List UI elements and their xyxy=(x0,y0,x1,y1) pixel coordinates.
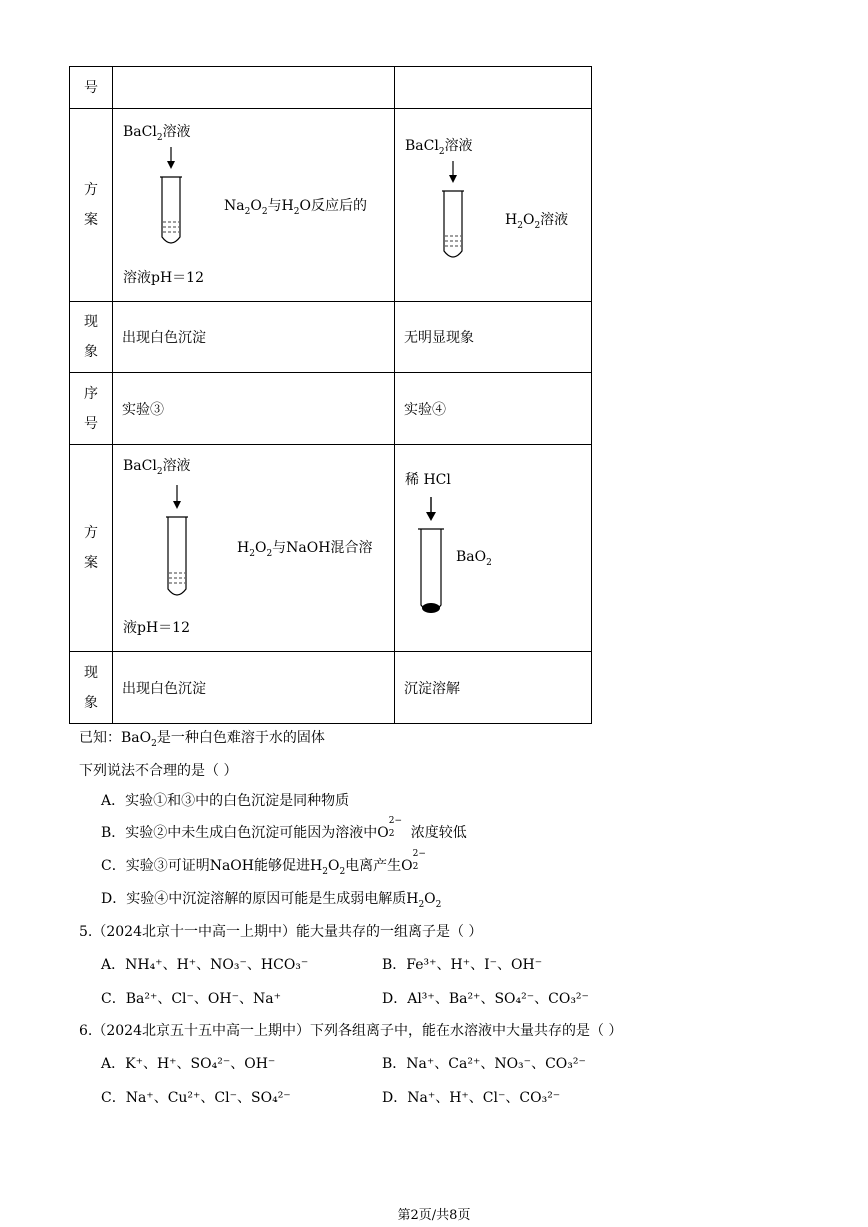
row-label-text: 方案 xyxy=(84,525,98,571)
option-d: D．Al³⁺、Ba²⁺、SO₄²⁻、CO₃²⁻ xyxy=(382,991,589,1007)
question-stem: 下列说法不合理的是（ ） xyxy=(79,763,238,779)
row-label xyxy=(70,67,113,109)
option-a: A．NH₄⁺、H⁺、NO₃⁻、HCO₃⁻ xyxy=(101,957,309,973)
row-label-text: 现象 xyxy=(84,664,98,711)
subscript: 2 xyxy=(151,738,157,749)
cell xyxy=(395,652,592,724)
test-tube-icon xyxy=(415,497,455,627)
observation-text: 出现白色沉淀 xyxy=(122,330,206,346)
superscript: 2− xyxy=(388,816,403,826)
subscript: 2 xyxy=(517,220,523,231)
reagent-suffix: 溶液 xyxy=(444,138,473,154)
text: 与H xyxy=(267,198,294,214)
scheme-cell-2 xyxy=(395,109,592,302)
question-stem: 5.（2024北京十一中高一上期中）能大量共存的一组离子是（ ） xyxy=(79,924,483,940)
reagent-label xyxy=(123,455,191,477)
text: 是一种白色难溶于水的固体 xyxy=(156,730,325,746)
observation-text: 沉淀溶解 xyxy=(404,680,460,697)
text: O xyxy=(254,540,267,556)
cell xyxy=(113,302,395,373)
reagent-suffix: 溶液 xyxy=(162,458,191,474)
option-d: D．Na⁺、H⁺、Cl⁻、CO₃²⁻ xyxy=(382,1090,561,1106)
text: H xyxy=(237,540,250,556)
option-c: C．Na⁺、Cu²⁺、Cl⁻、SO₄²⁻ xyxy=(101,1090,291,1106)
page-footer: 第2页/共8页 xyxy=(397,1208,471,1223)
option-d xyxy=(101,888,441,910)
text: 与NaOH混合溶 xyxy=(272,540,373,556)
cell xyxy=(113,67,395,109)
table-row xyxy=(70,109,592,302)
subscript: 2 xyxy=(249,548,255,559)
subscript: 2 xyxy=(435,899,442,910)
reagent-label xyxy=(123,121,191,143)
table-row xyxy=(70,302,592,373)
option-b: B．Fe³⁺、H⁺、I⁻、OH⁻ xyxy=(382,957,543,973)
reagent-label: 稀 HCl xyxy=(405,472,451,488)
cell xyxy=(113,652,395,724)
experiment-number: 实验③ xyxy=(122,401,164,418)
experiment-number: 实验④ xyxy=(404,401,446,418)
subscript: 2 xyxy=(534,220,541,231)
row-label xyxy=(70,445,113,652)
reagent-label xyxy=(405,135,473,157)
text: Na xyxy=(224,198,245,214)
reagent-text: BaCl xyxy=(123,458,157,474)
row-label xyxy=(70,373,113,445)
test-tube-icon xyxy=(159,485,199,615)
question-stem: 6.（2024北京五十五中高一上期中）下列各组离子中，能在水溶液中大量共存的是（ ） xyxy=(79,1023,623,1039)
experiment-table xyxy=(69,66,592,724)
text: 浓度较低 xyxy=(410,825,467,841)
reagent-suffix: 溶液 xyxy=(162,124,191,140)
reagent-text: BaCl xyxy=(405,138,439,154)
solution-desc xyxy=(505,209,568,231)
observation-text: 出现白色沉淀 xyxy=(122,680,206,697)
text: H xyxy=(505,212,518,228)
row-label-text: 号 xyxy=(84,79,98,96)
superscript-subscript xyxy=(388,816,411,839)
subscript: 2 xyxy=(412,862,419,872)
observation-text: 无明显现象 xyxy=(404,330,474,346)
text: O xyxy=(250,198,262,214)
solution-desc xyxy=(237,537,372,559)
known-note xyxy=(79,727,325,749)
subscript: 2 xyxy=(156,466,163,477)
text: O xyxy=(327,858,340,874)
row-label-text: 序号 xyxy=(84,385,98,432)
subscript: 2 xyxy=(438,146,445,157)
row-label xyxy=(70,109,113,302)
subscript: 2 xyxy=(418,899,425,910)
text: O xyxy=(424,891,436,907)
table-row xyxy=(70,67,592,109)
subscript: 2 xyxy=(322,866,328,877)
text: D．实验④中沉淀溶解的原因可能是生成弱电解质H xyxy=(101,891,419,907)
option-b xyxy=(101,816,467,842)
subscript: 2 xyxy=(339,866,346,877)
table-row xyxy=(70,652,592,724)
solution-ph: 溶液pH＝12 xyxy=(123,270,204,286)
row-label xyxy=(70,302,113,373)
superscript-subscript xyxy=(412,849,435,872)
scheme-cell-3 xyxy=(113,445,395,652)
subscript: 2 xyxy=(388,829,395,839)
text: 溶液 xyxy=(540,212,569,228)
scheme-cell-4 xyxy=(395,445,592,652)
row-label-text: 方案 xyxy=(84,182,98,228)
test-tube-icon xyxy=(153,147,193,257)
solution-desc xyxy=(224,195,367,217)
subscript: 2 xyxy=(486,557,492,568)
subscript: 2 xyxy=(261,206,268,217)
row-label-text: 现象 xyxy=(84,314,98,360)
row-label xyxy=(70,652,113,724)
option-a: A．实验①和③中的白色沉淀是同种物质 xyxy=(101,793,350,809)
cell xyxy=(395,373,592,445)
text: O xyxy=(522,212,535,228)
option-b: B．Na⁺、Ca²⁺、NO₃⁻、CO₃²⁻ xyxy=(382,1056,586,1072)
option-c: C．Ba²⁺、Cl⁻、OH⁻、Na⁺ xyxy=(101,991,281,1007)
text: 电离产生O xyxy=(345,858,413,874)
solid-label xyxy=(456,549,492,568)
text: O反应后的 xyxy=(299,198,367,214)
superscript: 2− xyxy=(412,849,426,859)
text: BaO xyxy=(456,549,487,565)
test-tube-icon xyxy=(435,161,475,271)
subscript: 2 xyxy=(293,206,300,217)
option-c xyxy=(101,849,435,877)
cell xyxy=(395,67,592,109)
solution-ph: 液pH＝12 xyxy=(123,620,190,636)
table-row xyxy=(70,373,592,445)
scheme-cell-1 xyxy=(113,109,395,302)
text: C．实验③可证明NaOH能够促进H xyxy=(101,858,323,874)
reagent-text: BaCl xyxy=(123,124,157,140)
option-a: A．K⁺、H⁺、SO₄²⁻、OH⁻ xyxy=(101,1056,276,1072)
subscript: 2 xyxy=(266,548,273,559)
cell xyxy=(395,302,592,373)
text: 已知：BaO xyxy=(79,730,152,746)
subscript: 2 xyxy=(244,206,251,217)
cell xyxy=(113,373,395,445)
text: B．实验②中未生成白色沉淀可能因为溶液中O xyxy=(101,825,389,841)
subscript: 2 xyxy=(156,132,163,143)
table-row xyxy=(70,445,592,652)
